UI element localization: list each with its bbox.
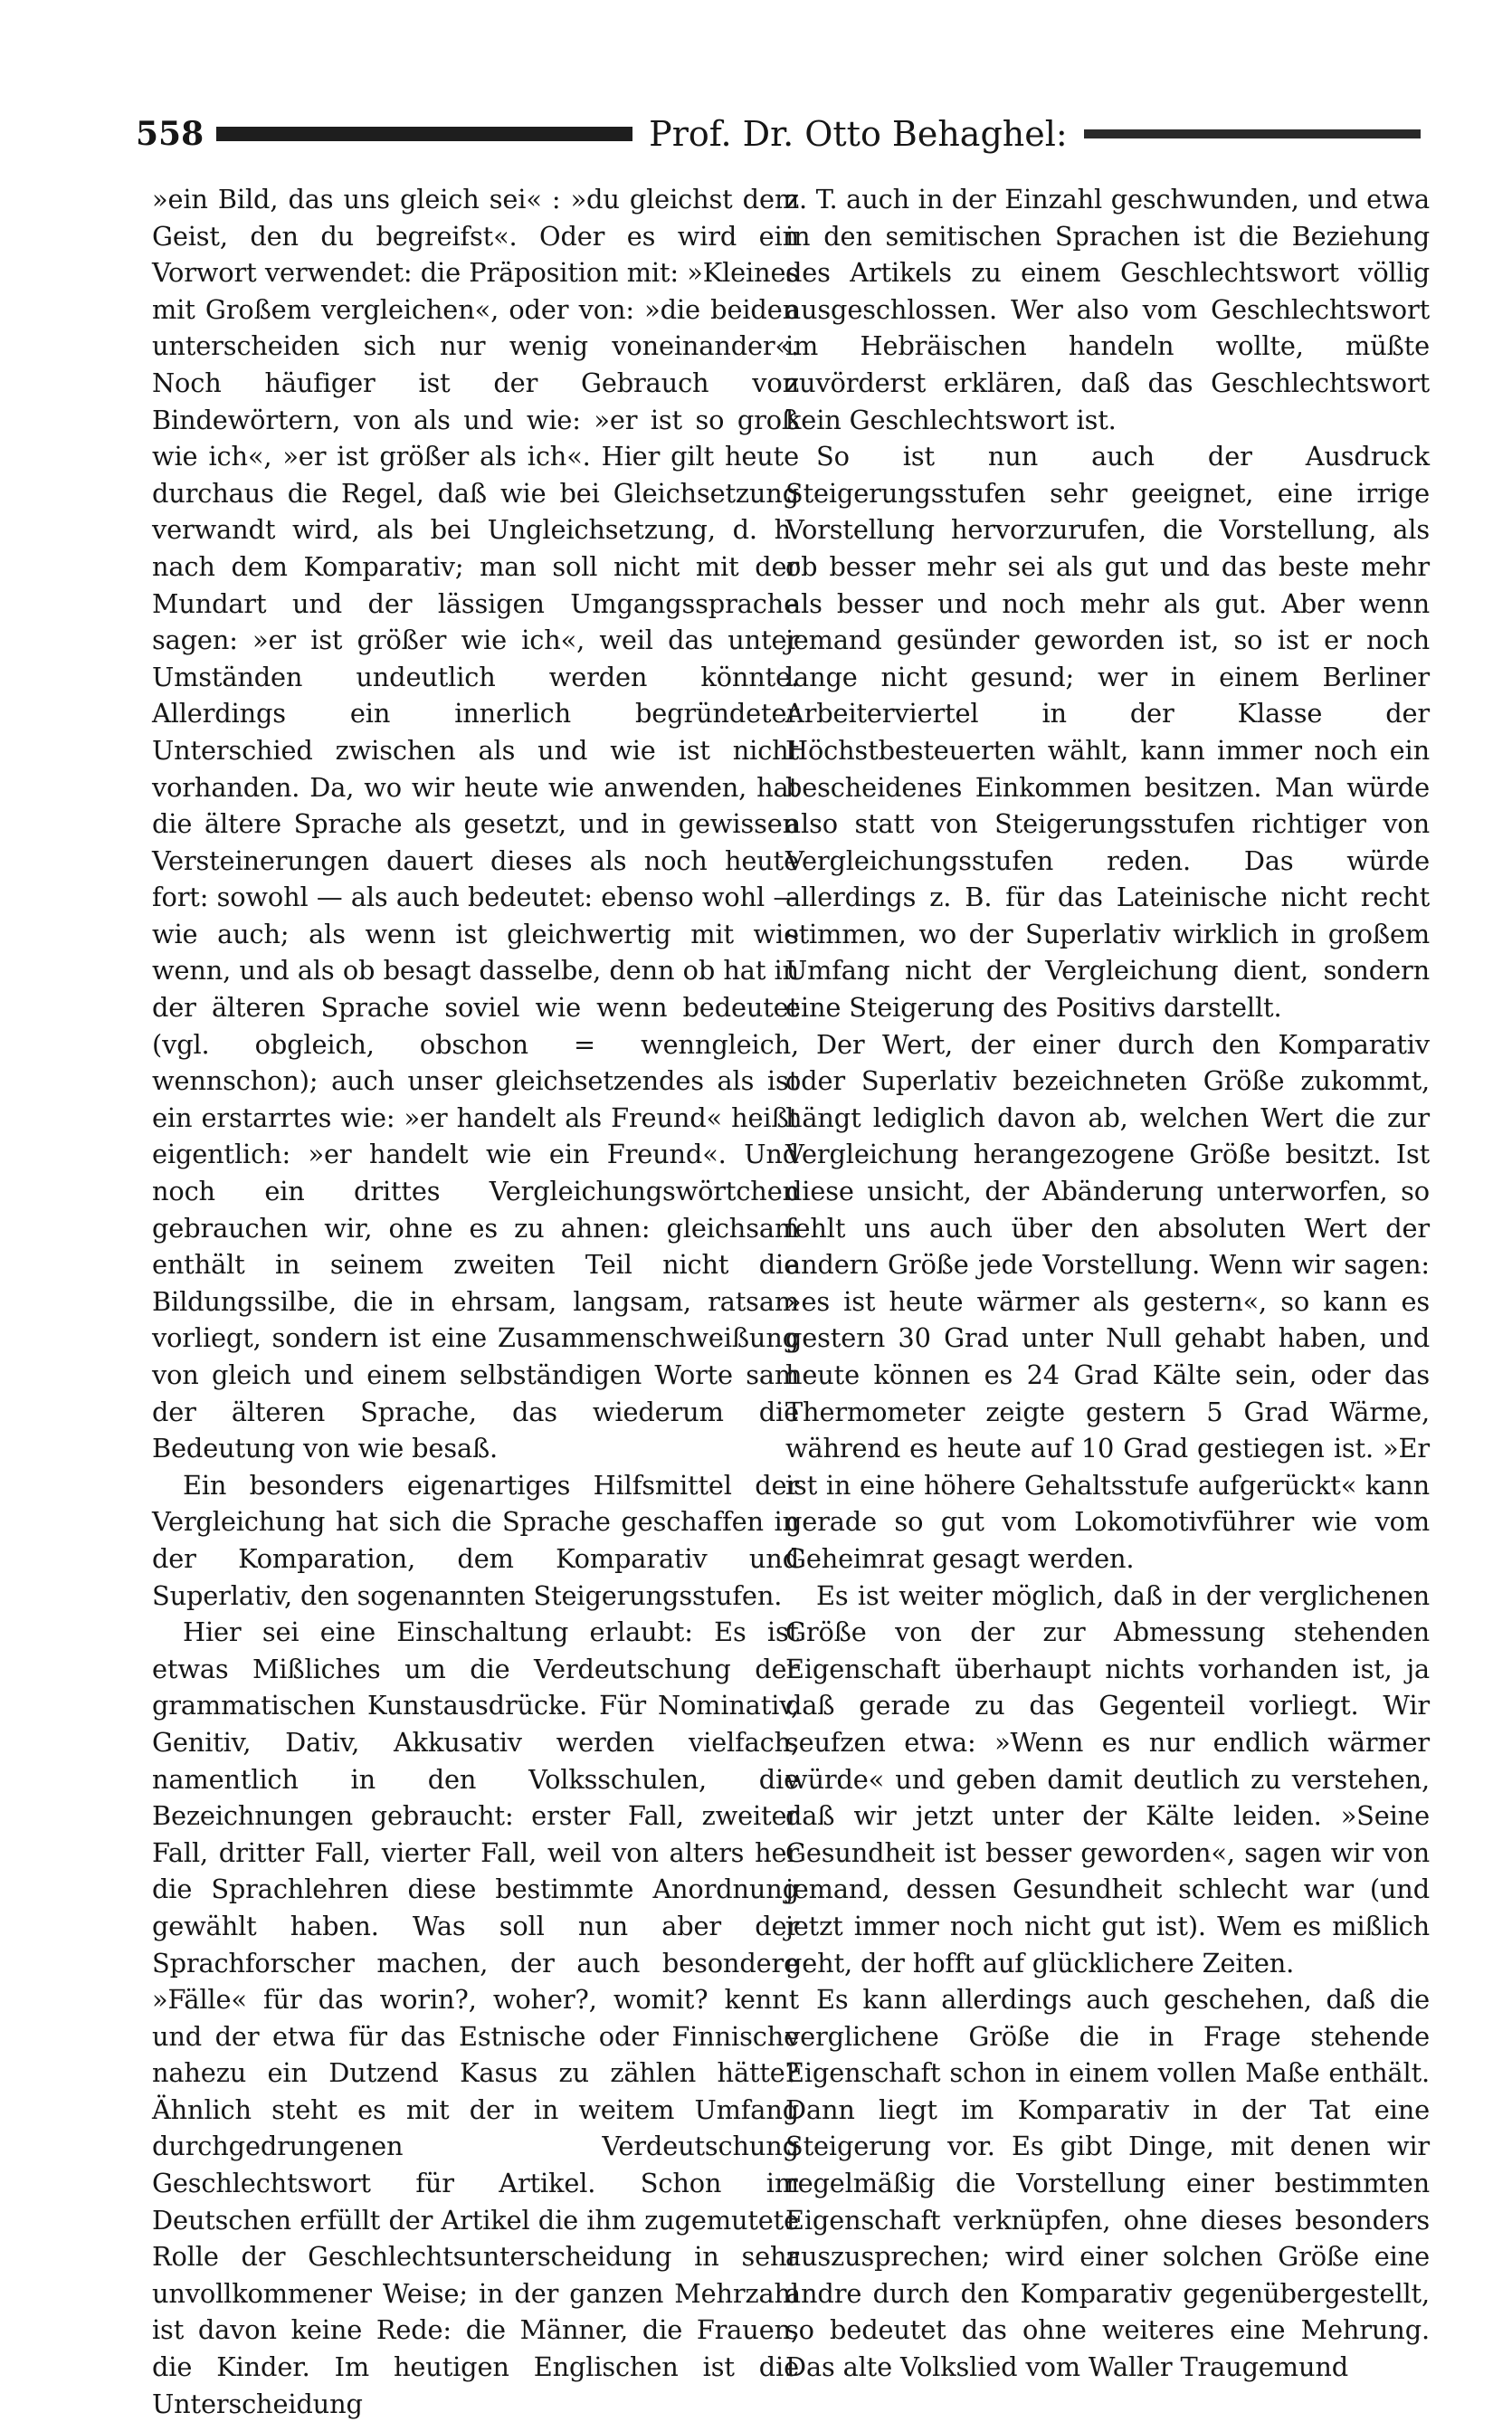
- right-column: [785, 181, 1430, 2383]
- paragraph: Es ist weiter möglich, daß in der verglichenen Größe von der zur Abmessung stehenden Eigenschaft überhaupt nichts vorhanden ist, ja daß gerade zu das Gegenteil vorliegt. Wir seufzen etwa: »Wenn es nur endlich wärmer würde« und geben damit deutlich zu verstehen, daß wir jetzt unter der Kälte leiden. »Seine Gesundheit ist besser geworden«, sagen wir von jemand, dessen Gesundheit schlecht war (und jetzt immer noch nicht gut ist). Wem es mißlich geht, der hofft auf glücklichere Zeiten.: [785, 1579, 1430, 1979]
- paragraph: Der Wert, der einer durch den Komparativ oder Superlativ bezeichneten Größe zukommt, hängt lediglich davon ab, welchen Wert die zur Vergleichung herangezogene Größe besitzt. Ist diese unsicht, der Abänderung unterworfen, so fehlt uns auch über den absoluten Wert der andern Größe jede Vorstellung. Wenn wir sagen: »es ist heute wärmer als gestern«, so kann es gestern 30 Grad unter Null gehabt haben, und heute können es 24 Grad Kälte sein, oder das Thermometer zeigte gestern 5 Grad Wärme, während es heute auf 10 Grad gestiegen ist. »Er ist in eine höhere Gehaltsstufe aufgerückt« kann gerade so gut vom Lokomotivführer wie vom Geheimrat gesagt werden.: [785, 1028, 1430, 1574]
- paragraph: Hier sei eine Einschaltung erlaubt: Es ist etwas Mißliches um die Verdeutschung der grammatischen Kunstausdrücke. Für Nominativ, Genitiv, Dativ, Akkusativ werden vielfach, namentlich in den Volksschulen, die Bezeichnungen gebraucht: erster Fall, zweiter Fall, dritter Fall, vierter Fall, weil von alters her die Sprachlehren diese bestimmte Anordnung gewählt haben. Was soll nun aber der Sprachforscher machen, der auch besondere »Fälle« für das worin?, woher?, womit? kennt und der etwa für das Estnische oder Finnische nahezu ein Dutzend Kasus zu zählen hätte? Ähnlich steht es mit der in weitem Umfang durchgedrungenen Verdeutschung Geschlechtswort für Artikel. Schon im Deutschen erfüllt der Artikel die ihm zugemutete Rolle der Geschlechtsunterscheidung in sehr unvollkommener Weise; in der ganzen Mehrzahl ist davon keine Rede: die Männer, die Frauen, die Kinder. Im heutigen Englischen ist die Unterscheidung: [152, 1616, 799, 2419]
- header-rule-right: [1084, 129, 1421, 138]
- paragraph: z. T. auch in der Einzahl geschwunden, und etwa in den semitischen Sprachen ist die Beziehung des Artikels zu einem Geschlechtswort völlig ausgeschlossen. Wer also vom Geschlechtswort im Hebräischen handeln wollte, müßte zuvörderst erklären, daß das Geschlechtswort kein Geschlechtswort ist.: [785, 184, 1430, 435]
- paragraph: So ist nun auch der Ausdruck Steigerungsstufen sehr geeignet, eine irrige Vorstellung hervorzurufen, die Vorstellung, als ob besser mehr sei als gut und das beste mehr als besser und noch mehr als gut. Aber wenn jemand gesünder geworden ist, so ist er noch lange nicht gesund; wer in einem Berliner Arbeiterviertel in der Klasse der Höchstbesteuerten wählt, kann immer noch ein bescheidenes Einkommen besitzen. Man würde also statt von Steigerungsstufen richtiger von Vergleichungsstufen reden. Das würde allerdings z. B. für das Lateinische nicht recht stimmen, wo der Superlativ wirklich in großem Umfang nicht der Vergleichung dient, sondern eine Steigerung des Positivs darstellt.: [785, 441, 1430, 1024]
- page-number: 558: [136, 115, 204, 153]
- paragraph: Es kann allerdings auch geschehen, daß die verglichene Größe die in Frage stehende Eigenschaft schon in einem vollen Maße enthält. Dann liegt im Komparativ in der Tat eine Steigerung vor. Es gibt Dinge, mit denen wir regelmäßig die Vorstellung einer bestimmten Eigenschaft verknüpfen, ohne dieses besonders auszusprechen; wird einer solchen Größe eine andre durch den Komparativ gegenübergestellt, so bedeutet das ohne weiteres eine Mehrung. Das alte Volkslied vom Waller Traugemund: [785, 1984, 1430, 2383]
- running-head: [136, 107, 1421, 161]
- header-title: Prof. Dr. Otto Behaghel:: [649, 114, 1068, 154]
- paragraph: Ein besonders eigenartiges Hilfsmittel der Vergleichung hat sich die Sprache geschaffen in der Komparation, dem Komparativ und Superlativ, den sogenannten Steigerungsstufen.: [152, 1469, 799, 1611]
- header-rule-left: [216, 127, 632, 141]
- left-column: [152, 181, 799, 2419]
- paragraph: »ein Bild, das uns gleich sei« : »du gleichst dem Geist, den du begreifst«. Oder es wird ein Vorwort verwendet: die Präposition mit: »Kleines mit Großem vergleichen«, oder von: »die beiden unterscheiden sich nur wenig voneinander«. Noch häufiger ist der Gebrauch von Bindewörtern, von als und wie: »er ist so groß wie ich«, »er ist größer als ich«. Hier gilt heute durchaus die Regel, daß wie bei Gleichsetzung verwandt wird, als bei Ungleichsetzung, d. h. nach dem Komparativ; man soll nicht mit der Mundart und der lässigen Umgangssprache sagen: »er ist größer wie ich«, weil das unter Umständen undeutlich werden könnte. Allerdings ein innerlich begründeter Unterschied zwischen als und wie ist nicht vorhanden. Da, wo wir heute wie anwenden, hat die ältere Sprache als gesetzt, und in gewissen Versteinerungen dauert dieses als noch heute fort: sowohl — als auch bedeutet: ebenso wohl — wie auch; als wenn ist gleichwertig mit wie wenn, und als ob besagt dasselbe, denn ob hat in der älteren Sprache soviel wie wenn bedeutet (vgl. obgleich, obschon = wenngleich, wennschon); auch unser gleichsetzendes als ist ein erstarrtes wie: »er handelt als Freund« heißt eigentlich: »er handelt wie ein Freund«. Und noch ein drittes Vergleichungswörtchen gebrauchen wir, ohne es zu ahnen: gleichsam enthält in seinem zweiten Teil nicht die Bildungssilbe, die in ehrsam, langsam, ratsam vorliegt, sondern ist eine Zusammenschweißung von gleich und einem selbständigen Worte sam der älteren Sprache, das wiederum die Bedeutung von wie besaß.: [152, 184, 799, 1464]
